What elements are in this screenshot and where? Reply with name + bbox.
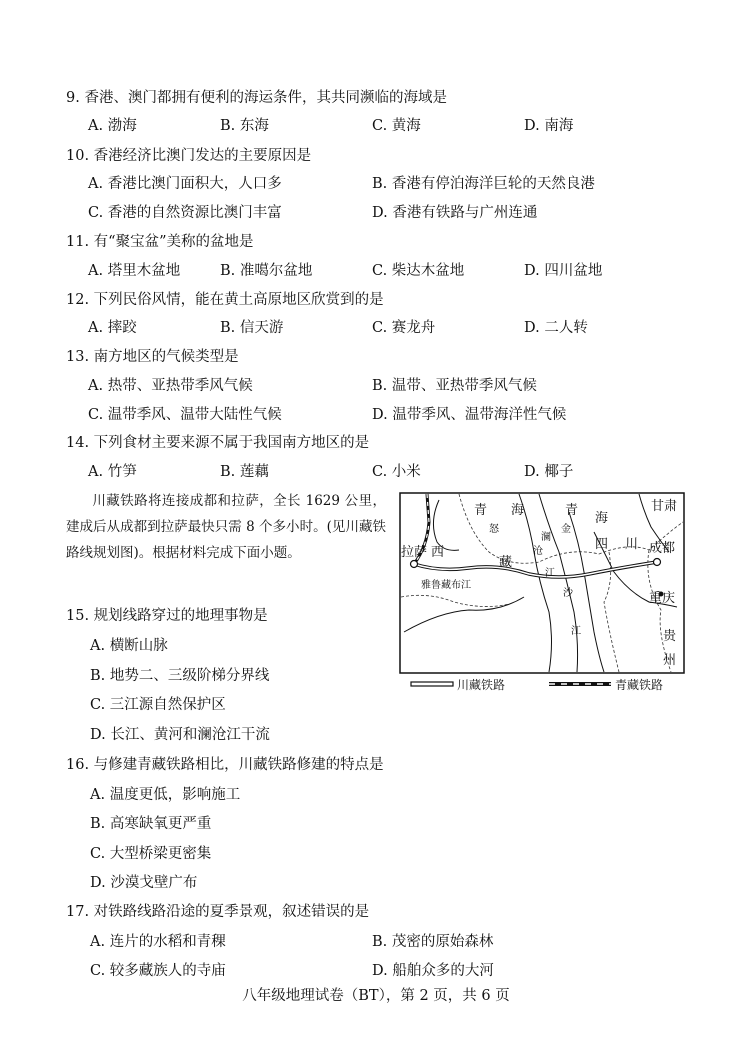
q17-option-b: B. 茂密的原始森林 — [372, 934, 494, 950]
legend-chuanzang-symbol — [411, 682, 453, 686]
q13-option-a: A. 热带、亚热带季风气候 — [88, 378, 253, 394]
q11-option-d: D. 四川盆地 — [524, 263, 603, 279]
q9-option-b: B. 东海 — [220, 118, 269, 134]
reading-passage — [66, 488, 386, 566]
q12-option-a: A. 摔跤 — [88, 320, 137, 336]
map-label-chuan: 川 — [625, 537, 639, 552]
q15-option-c: C. 三江源自然保护区 — [90, 697, 226, 713]
question-11: 11. 有“聚宝盆”美称的盆地是 — [66, 234, 254, 250]
q14-option-b: B. 莲藕 — [220, 464, 269, 480]
map-label-chongqing: 重庆 — [649, 591, 676, 606]
question-13: 13. 南方地区的气候类型是 — [66, 349, 239, 365]
map-label-yaluzangbu: 雅鲁藏布江 — [421, 580, 471, 591]
map-label-sha: 沙 — [563, 588, 573, 599]
q10-option-d: D. 香港有铁路与广州连通 — [372, 205, 538, 221]
page-footer: 八年级地理试卷（BT），第 2 页，共 6 页 — [242, 988, 510, 1004]
map-label-si: 四 — [595, 537, 609, 552]
q11-option-a: A. 塔里木盆地 — [88, 263, 181, 279]
q12-option-b: B. 信天游 — [220, 320, 284, 336]
q15-option-a: A. 横断山脉 — [90, 638, 168, 654]
map-label-hai2: 海 — [595, 511, 609, 526]
q13-option-c: C. 温带季风、温带大陆性气候 — [88, 407, 282, 423]
q14-option-a: A. 竹笋 — [88, 464, 137, 480]
q16-option-a: A. 温度更低，影响施工 — [90, 787, 241, 803]
question-15: 15. 规划线路穿过的地理事物是 — [66, 608, 268, 624]
map-label-gui: 贵 — [663, 629, 677, 644]
q12-option-c: C. 赛龙舟 — [372, 320, 436, 336]
q15-option-b: B. 地势二、三级阶梯分界线 — [90, 668, 270, 684]
q9-option-a: A. 渤海 — [88, 118, 137, 134]
map-label-zang: 藏 — [499, 555, 513, 570]
q13-option-d: D. 温带季风、温带海洋性气候 — [372, 407, 567, 423]
q10-option-c: C. 香港的自然资源比澳门丰富 — [88, 205, 282, 221]
q14-option-d: D. 椰子 — [524, 464, 574, 480]
map-legend — [411, 677, 663, 692]
map-label-jin: 金 — [561, 524, 571, 535]
sichuan-tibet-railway-map — [399, 492, 685, 698]
map-label-zhou: 州 — [663, 653, 677, 668]
q12-option-d: D. 二人转 — [524, 320, 588, 336]
map-label-jiang2: 江 — [571, 626, 581, 637]
q16-option-c: C. 大型桥梁更密集 — [90, 846, 212, 862]
map-label-xi: 西 — [431, 545, 445, 560]
q17-option-c: C. 较多藏族人的寺庙 — [90, 963, 226, 979]
map-label-lan: 澜 — [541, 532, 551, 543]
q10-option-a: A. 香港比澳门面积大，人口多 — [88, 176, 282, 192]
chengdu-marker — [654, 559, 661, 566]
map-label-nu: 怒 — [489, 524, 499, 535]
map-label-qing1: 青 — [474, 503, 488, 518]
q9-option-c: C. 黄海 — [372, 118, 421, 134]
passage-text: 川藏铁路将连接成都和拉萨，全长 1629 公里，建成后从成都到拉萨最快只需 8 个多小时。(见川藏铁路线规划图)。根据材料完成下面小题。 — [66, 493, 386, 561]
question-9: 9. 香港、澳门都拥有便利的海运条件，其共同濒临的海域是 — [66, 90, 447, 106]
q16-option-b: B. 高寒缺氧更严重 — [90, 816, 212, 832]
legend-qingzang-label: 青藏铁路 — [615, 678, 664, 692]
map-label-lasa: 拉萨 — [401, 545, 428, 560]
map-label-chengdu: 成都 — [649, 541, 676, 556]
q11-option-c: C. 柴达木盆地 — [372, 263, 465, 279]
map-label-jiang1: 江 — [545, 568, 555, 579]
map-label-qing2: 青 — [565, 503, 579, 518]
question-12: 12. 下列民俗风情，能在黄土高原地区欣赏到的是 — [66, 292, 384, 308]
map-label-gansu: 甘肃 — [651, 499, 678, 514]
q11-option-b: B. 准噶尔盆地 — [220, 263, 313, 279]
q15-option-d: D. 长江、黄河和澜沧江干流 — [90, 727, 270, 743]
question-16: 16. 与修建青藏铁路相比，川藏铁路修建的特点是 — [66, 757, 384, 773]
question-10: 10. 香港经济比澳门发达的主要原因是 — [66, 148, 312, 164]
question-17: 17. 对铁路线路沿途的夏季景观，叙述错误的是 — [66, 904, 370, 920]
q17-option-a: A. 连片的水稻和青稞 — [90, 934, 226, 950]
q17-option-d: D. 船舶众多的大河 — [372, 963, 494, 979]
q16-option-d: D. 沙漠戈壁广布 — [90, 875, 198, 891]
map-label-cang: 沧 — [533, 546, 543, 557]
question-14: 14. 下列食材主要来源不属于我国南方地区的是 — [66, 435, 370, 451]
lasa-marker — [411, 561, 418, 568]
map-label-hai1: 海 — [511, 503, 525, 518]
q14-option-c: C. 小米 — [372, 464, 421, 480]
q10-option-b: B. 香港有停泊海洋巨轮的天然良港 — [372, 176, 595, 192]
q9-option-d: D. 南海 — [524, 118, 574, 134]
legend-chuanzang-label: 川藏铁路 — [457, 678, 506, 692]
q13-option-b: B. 温带、亚热带季风气候 — [372, 378, 537, 394]
